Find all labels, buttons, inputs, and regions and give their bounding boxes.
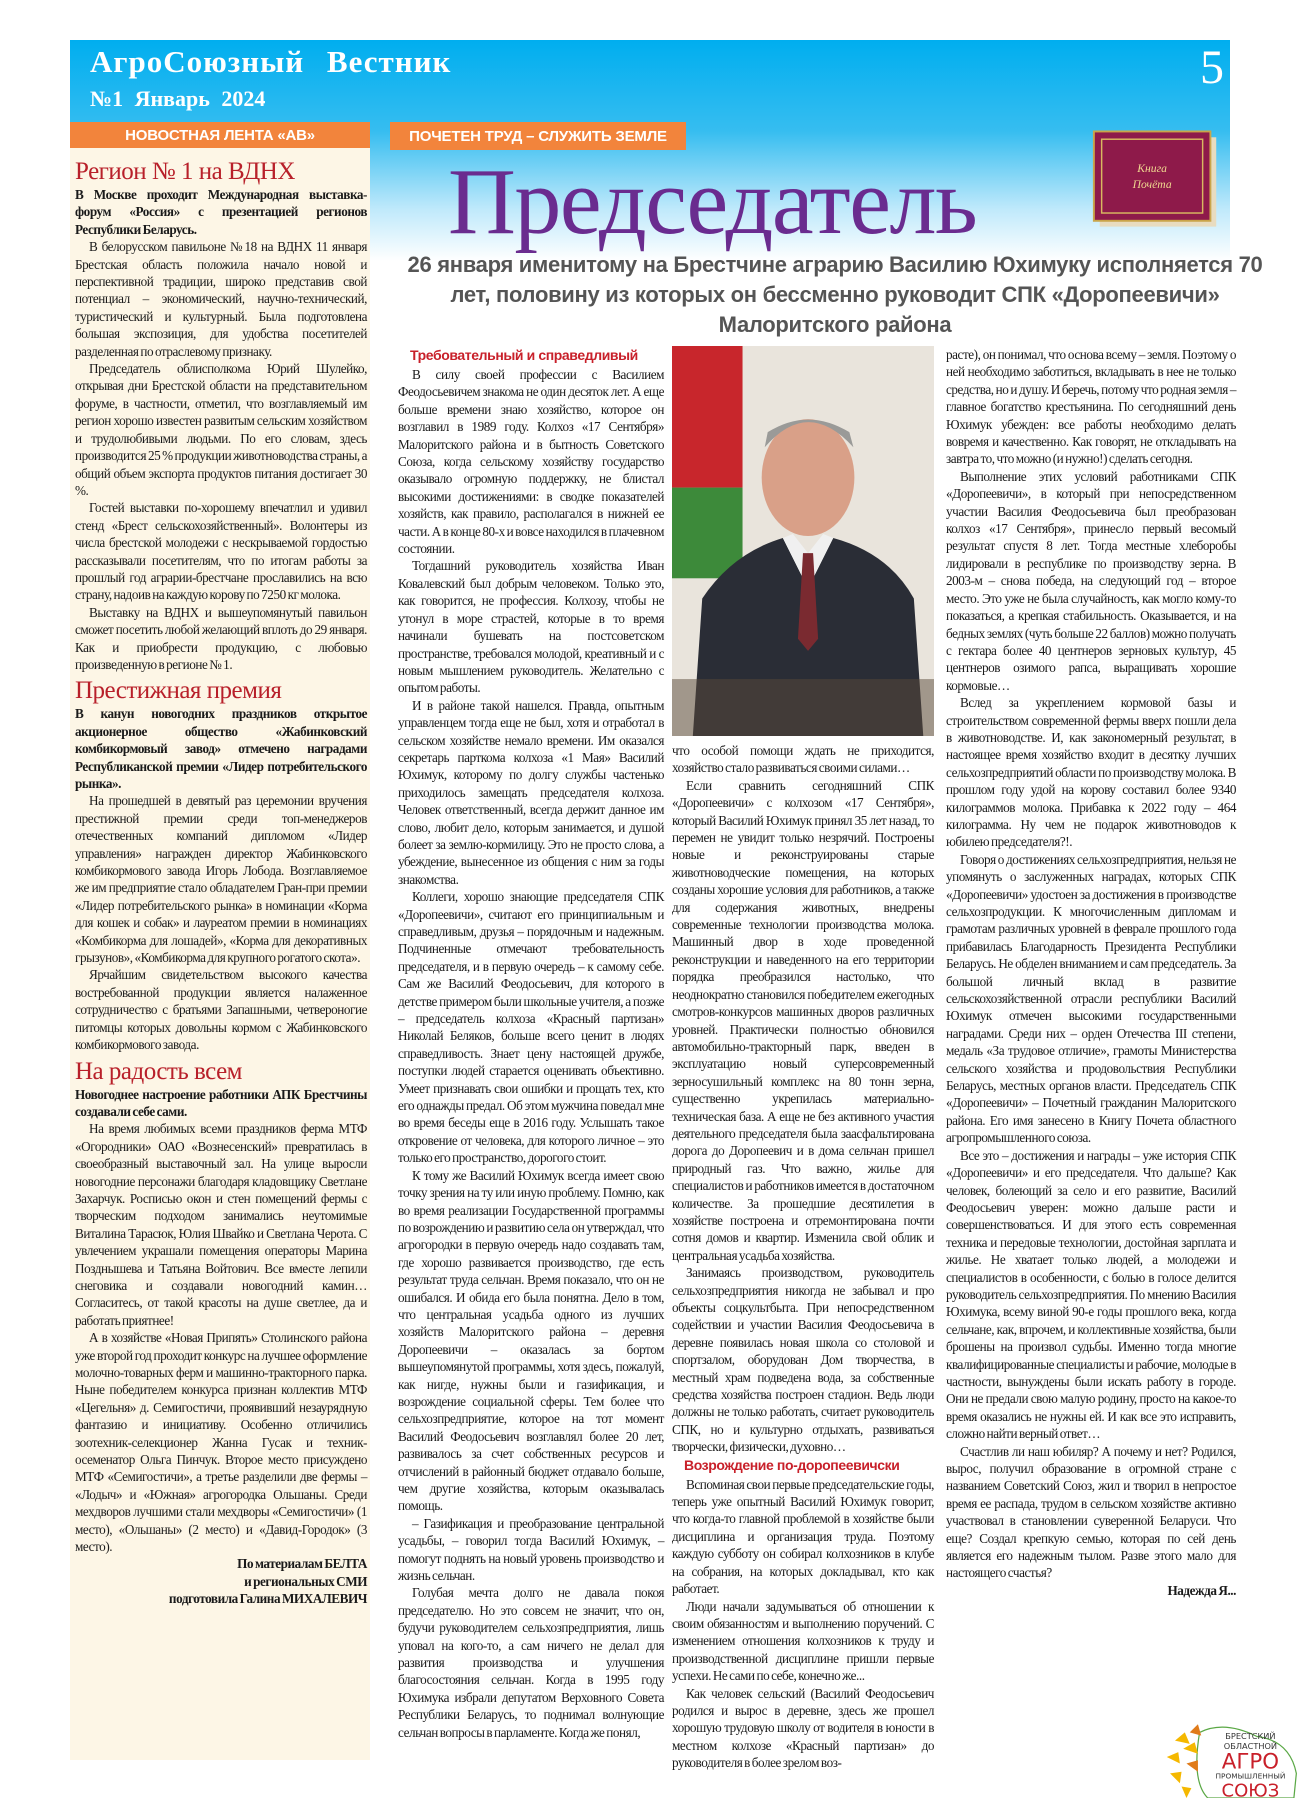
paragraph: Люди начали задумываться об отношении к своим обязанностям и выполнению поручений. С изменением отношения колхозников к труду и производственной дисциплине пришли первые успехи. Не сами по себе, конечно же...: [672, 1598, 934, 1684]
newspaper-title: АгроСоюзный Вестник: [90, 44, 452, 79]
paragraph: Все это – достижения и награды – уже история СПК «Доропеевичи» и его председателя. Что дальше? Как человек, болеющий за село и его развитие, Василий Феодосьевич уверен: можно дальше расти и совершенствоваться. И для этого есть современная техника и передовые технологии, достойная зарплата и жилье. Не хватает только людей, а молодежи и специалистов в особенности, с болью в голосе делится руководитель сельхозпредприятия. По мнению Василия Юхимука, всему виной 90-е годы прошлого века, когда сельчане, как, впрочем, и коллективные хозяйства, были брошены на произвол судьбы. Именно тогда многие квалифицированные специалисты и рабочие, молодые в частности, вынуждены были искать работу в городе. Они не предали свою малую родину, просто на какое-то время оказались не нужны ей. И как все это исправить, сложно найти верный ответ…: [946, 1147, 1236, 1442]
issue-info: №1 Январь 2024: [90, 86, 266, 111]
news-feed-label: НОВОСТНАЯ ЛЕНТА «АВ»: [70, 122, 370, 148]
article-column-2: [672, 742, 934, 1772]
subheading: Возрождение по-доропеевичски: [684, 1456, 900, 1473]
article-column-1: [398, 346, 664, 1741]
paragraph: Выполнение этих условий работниками СПК «Доропеевичи», в который при непосредственном участии Василия Феодосьевича был преобразован колхоз «17 Сентября», принесло первый весомый результат спустя 8 лет. Тогда местные хлеборобы лидировали в республике по производству зерна. В 2003-м – снова победа, на следующий год – второе место. Это уже не была случайность, как могло кому-то показаться, а крепкая стабильность. Оказывается, и на бедных землях (чуть больше 22 баллов) можно получать с гектара более 40 центнеров зерновых культур, 45 центнеров озимого рапса, выращивать хорошие кормовые…: [946, 468, 1236, 693]
paragraph: Тогдашний руководитель хозяйства Иван Ковалевский был добрым человеком. Только это, как говорится, не профессия. Колхозу, чтобы не утонул в море страстей, которые в то время начинали бушевать на постсоветском пространстве, требовался молодой, креативный и с новым мышлением руководитель. Желательно с опытом работы.: [398, 558, 664, 696]
lead-paragraph: Новогоднее настроение работники АПК Брестчины создавали себе сами.: [75, 1086, 367, 1119]
paragraph: Говоря о достижениях сельхозпредприятия, нельзя не упомянуть о заслуженных наградах, которых СПК «Доропеевичи» удостоен за достижения в производстве сельхозпродукции. К многочисленным дипломам и грамотам различных уровней в феврале прошлого года прибавилась Благодарность Президента Республики Беларусь. Не обделен вниманием и сам председатель. За большой личный вклад в развитие сельскохозяйственной отрасли республики Василий Юхимук отмечен высокими государственными наградами. Среди них – орден Отечества III степени, медаль «За трудовое отличие», грамоты Министерства сельского хозяйства и продовольствия Республики Беларусь, местных органов власти. Председатель СПК «Доропеевичи» – Почетный гражданин Малоритского района. Его имя занесено в Книгу Почета областного агропромышленного союза.: [946, 851, 1236, 1146]
chairman-photo: [672, 346, 934, 736]
paragraph: Голубая мечта долго не давала покоя председателю. Но это совсем не значит, что он, будучи руководителем сельхозпредприятия, лишь уповал на кого-то, а сам ничего не делал для развития производства и улучшения благосостояния сельчан. Когда в 1995 году Юхимука избрали депутатом Верховного Совета Республики Беларусь, то поднимал волнующие сельчан вопросы в парламенте. Когда же понял,: [398, 1585, 664, 1740]
svg-text:Книга: Книга: [1137, 162, 1167, 176]
paragraph: Вспоминая свои первые председательские годы, теперь уже опытный Василий Юхимук говорит, что когда-то главной проблемой в хозяйстве были дисциплина и организация труда. Поэтому каждую субботу он собирал колхозников в клубе на собрания, на которых докладывал, кто как работает.: [672, 1476, 934, 1597]
paragraph: Если сравнить сегодняшний СПК «Доропеевичи» с колхозом «17 Сентября», который Василий Юхимук принял 35 лет назад, то перемен не увидит только незрячий. Построены новые и реконструированы старые животноводческие помещения, на которых созданы хорошие условия для работников, а также для содержания животных, внедрены современные технологии производства молока. Машинный двор в ходе проведенной реконструкции и наведенного на его территории порядка преобразился настолько, что неоднократно становился победителем ежегодных смотров-конкурсов машинных дворов различных уровней. Практически полностью обновился автомобильно-тракторный парк, введен в эксплуатацию новый суперсовременный зерносушильный комплекс на 80 тонн зерна, существенно укрепилась материально-техническая база. А еще не без активного участия деятельного председателя была заасфальтирована дорога до Доропеевич и в дома сельчан пришел природный газ. Что важно, жилье для специалистов и работников имеется в достаточном количестве. За прошедшие десятилетия в хозяйстве построена и отремонтирована почти сотня домов и квартир. Изменила свой облик и центральная усадьба хозяйства.: [672, 777, 934, 1263]
article-column-3: [946, 346, 1236, 1599]
paragraph: Как человек сельский (Василий Феодосьевич родился и вырос в деревне, здесь же прошел хорошую трудовую школу от водителя в юности в местном колхозе «Красный партизан» до руководителя в более зрелом воз-: [672, 1685, 934, 1771]
paragraph: – Газификация и преобразование центральной усадьбы, – говорил тогда Василий Юхимук, – помогут поднять на новый уровень производство и жизнь сельчан.: [398, 1515, 664, 1584]
paragraph: Выставку на ВДНХ и вышеупомянутый павильон сможет посетить любой желающий вплоть до 29 января. Как и приобрести продукцию, с любовью произведенную в регионе № 1.: [75, 604, 367, 672]
section-label: ПОЧЕТЕН ТРУД – СЛУЖИТЬ ЗЕМЛЕ: [390, 122, 686, 150]
svg-text:БРЕСТСКИЙ: БРЕСТСКИЙ: [1225, 1730, 1276, 1741]
svg-text:СОЮЗ: СОЮЗ: [1221, 1780, 1280, 1798]
paragraph: Занимаясь производством, руководитель сельхозпредприятия никогда не забывал и про объекты соцкультбыта. При непосредственном содействии и участии Василия Феодосьевича в деревне появилась новая школа со столовой и спортзалом, оборудован Дом творчества, в местный храм подведена вода, за собственные средства хозяйства построен стадион. Ведь люди должны не только работать, считает руководитель СПК, но и культурно отдыхать, развиваться творчески, физически, духовно…: [672, 1265, 934, 1455]
section-heading: Престижная премия: [75, 677, 282, 705]
section-heading: Регион № 1 на ВДНХ: [75, 158, 295, 185]
paragraph: В белорусском павильоне №18 на ВДНХ 11 января Брестская область положила начало новой и перспективной традиции, широко представив свой потенциал – экономический, научно-технический, туристический и культурный. Была подготовлена большая экспозиция, для удобства посетителей разделенная по отраслевому признаку.: [75, 239, 367, 359]
paragraph: Счастлив ли наш юбиляр? А почему и нет? Родился, вырос, получил образование в огромной стране с названием Советский Союз, жил и творил в непростое время ее распада, трудом в сельском хозяйстве активно участвовал в становлении суверенной Беларуси. Что еще? Создал крепкую семью, которая по сей день является его надежным тылом. Разве этого мало для настоящего счастья?: [946, 1443, 1236, 1581]
lead-paragraph: В Москве проходит Международная выставка-форум «Россия» с презентацией регионов Республики Беларусь.: [75, 187, 367, 237]
paragraph: В силу своей профессии с Василием Феодосьевичем знакома не один десяток лет. А еще больше времени знаю хозяйство, которое он возглавил в 1989 году. Колхоз «17 Сентября» Малоритского района и в бытность Советского Союза, когда сельскому хозяйству государство оказывало огромную поддержку, не блистал высокими достижениями: в сводке показателей хозяйств, как правило, располагался в нижней ее части. А в конце 80-х и вовсе находился в плачевном состоянии.: [398, 367, 664, 557]
paragraph: Ярчайшим свидетельством высокого качества востребованной продукции является налаженное сотрудничество с братьями Запашными, четвероногие питомцы которых довольны кормом с Жабинковского комбикормового завода.: [75, 967, 367, 1053]
subheading: Требовательный и справедливый: [410, 347, 638, 363]
section-heading: На радость всем: [75, 1057, 242, 1085]
news-column: [75, 154, 367, 1608]
agro-union-logo: [1150, 1716, 1300, 1798]
page-number: 5: [1200, 41, 1224, 94]
paragraph: Председатель облисполкома Юрий Шулейко, открывая дни Брестской области на представительном форуме, в частности, отметил, что возглавляемый им регион хорошо известен развитым сельским хозяйством и трудолюбивыми людьми. По его словам, здесь производится 25 % продукции животноводства страны, а общий объем экспорта продуктов питания достигает 30 %.: [75, 361, 367, 498]
lead-paragraph: В канун новогодних праздников открытое акционерное общество «Жабинковский комбикормовый завод» отмечено наградами Республиканской премии «Лидер потребительского рынка».: [75, 706, 367, 791]
paragraph: что особой помощи ждать не приходится, хозяйство стало развиваться своими силами…: [672, 743, 934, 776]
byline: Надежда Я...: [1167, 1582, 1236, 1598]
svg-text:ОБЛАСТНОЙ: ОБЛАСТНОЙ: [1223, 1740, 1278, 1751]
byline: По материалам БЕЛТА и региональных СМИ подготовила Галина МИХАЛЕВИЧ: [168, 1556, 367, 1607]
article-title: Председатель: [448, 150, 977, 254]
svg-text:Почёта: Почёта: [1132, 177, 1172, 191]
article-subtitle: 26 января именитому на Брестчине аграрию Василию Юхимуку исполняется 70 лет, половину из которых он бессменно руководит СПК «Доропеевичи» Малоритского района: [407, 252, 1263, 337]
paragraph: Вслед за укреплением кормовой базы и строительством современной фермы вверх пошли дела в животноводстве. И, как закономерный результат, в настоящее время хозяйство входит в десятку лучших сельхозпредприятий области по производству молока. В прошлом году удой на корову составил более 9340 килограммов молока. Прибавка к 2022 году – 464 килограмма. Ну чем не подарок животноводов к юбилею председателя?!.: [946, 695, 1236, 850]
paragraph: расте), он понимал, что основа всему – земля. Поэтому о ней необходимо заботиться, вкладывать в нее не только средства, но и душу. И беречь, потому что родная земля – главное богатство крестьянина. По сегодняшний день Юхимук убежден: все работы необходимо делать вовремя и качественно. Как говорят, не откладывать на завтра то, что можно (и нужно!) сделать сегодня.: [946, 347, 1236, 467]
paragraph: И в районе такой нашелся. Правда, опытным управленцем тогда еще не был, хотя и отработал в сельском хозяйстве немало времени. Им оказался секретарь парткома колхоза «1 Мая» Василий Юхимук, которому по долгу службы частенько приходилось замещать председателя колхоза. Человек ответственный, всегда держит данное им слово, любит дело, которым занимается, и душой болеет за землю-кормилицу. Это не просто слова, а убеждение, вынесенное из общения с ним за годы знакомства.: [398, 697, 664, 887]
svg-text:АГРО: АГРО: [1221, 1749, 1280, 1775]
paragraph: Коллеги, хорошо знающие председателя СПК «Доропеевичи», считают его принципиальным и справедливым, друзья – порядочным и надежным. Подчиненные отмечают требовательность председателя, и в первую очередь – к самому себе. Сам же Василий Феодосьевич, для которого в детстве примером были школьные учителя, а позже – председатель колхоза «Красный партизан» Николай Беляков, больше всего ценит в людях справедливость. Знает цену настоящей дружбе, поступки людей старается оценивать объективно. Умеет признавать свои ошибки и прощать тех, кто его однажды предал. Об этом мужчина поведал мне во время беседы еще в 2016 году. Услышать такое откровение от человека, для которого личное – это только его пространство, дорогого стоит.: [398, 889, 664, 1166]
book-of-honor-image: [1090, 128, 1224, 232]
paragraph: К тому же Василий Юхимук всегда имеет свою точку зрения на ту или иную проблему. Помню, как во время реализации Государственной программы по возрождению и развитию села он утверждал, что агрогородки в первую очередь надо создавать там, где хорошо развивается производство, где есть результат труда сельчан. Время показало, что он не ошибался. И обида его была понятна. Дело в том, что центральная усадьба одного из лучших хозяйств Малоритского района – деревня Доропеевичи – оказалась за бортом вышеупомянутой программы, хотя здесь, пожалуй, как нигде, нужны были и газификация, и возрождение социальной сферы. Тем более что сельхозпредприятие, которое на тот момент Василий Феодосьевич возглавлял более 20 лет, развивалось за счет собственных ресурсов и отчислений в районный бюджет отдавало больше, чем другие хозяйства, которым оказывалась помощь.: [398, 1167, 664, 1514]
svg-text:ПРОМЫШЛЕННЫЙ: ПРОМЫШЛЕННЫЙ: [1215, 1771, 1286, 1781]
paragraph: На прошедшей в девятый раз церемонии вручения престижной премии среди топ-менеджеров отечественных компаний дипломом «Лидер управления» награжден директор Жабинковского комбикормового завода Игорь Лобода. Возглавляемое же им предприятие стало обладателем Гран-при премии «Лидер потребительского рынка» в номинации «Корма для кошек и собак» и лауреатом премии в номинациях «Комбикорма для лошадей», «Корма для декоративных грызунов», «Комбикорма для крупного рогатого скота».: [75, 793, 367, 966]
paragraph: А в хозяйстве «Новая Припять» Столинского района уже второй год проходит конкурс на лучшее оформление молочно-товарных ферм и машинно-тракторного парка. Ныне победителем конкурса признан коллектив МТФ «Цегельня» д. Семигостичи, проявивший незаурядную фантазию и инициативу. Особенно отличились зоотехник-селекционер Жанна Гусак и техник-осеменатор Ольга Пинчук. Второе место присуждено МТФ «Семигостичи», а третье разделили две фермы – «Лодыч» и «Южная» агрогородка Ольшаны. Среди мехдворов лучшими стали мехдворы «Семигостичи» (1 место), «Ольшаны» (2 место) и «Давид-Городок» (3 место).: [75, 1330, 367, 1555]
paragraph: На время любимых всеми праздников ферма МТФ «Огородники» ОАО «Вознесенский» превратилась в своеобразный выставочный зал. На улице выросли новогодние персонажи благодаря кладовщику Светлане Захарчук. Росписью окон и стен помещений фермы с творческим подходом занимались неутомимые Виталина Тарасюк, Юлия Швайко и Светлана Черота. С увлечением украшали помещения операторы Марина Позднышева и Татьяна Войтович. Все вместе лепили снеговика и создавали новогодний камин… Согласитесь, от такой красоты на душе светлее, да и работать приятнее!: [75, 1121, 367, 1328]
paragraph: Гостей выставки по-хорошему впечатлил и удивил стенд «Брест сельскохозяйственный». Волонтеры из числа брестской молодежи с нескрываемой гордостью рассказывали посетителям, что по итогам работы за прошлый год аграрии-брестчане прославились на всю страну, надоив на каждую корову по 7250 кг молока.: [75, 500, 367, 603]
